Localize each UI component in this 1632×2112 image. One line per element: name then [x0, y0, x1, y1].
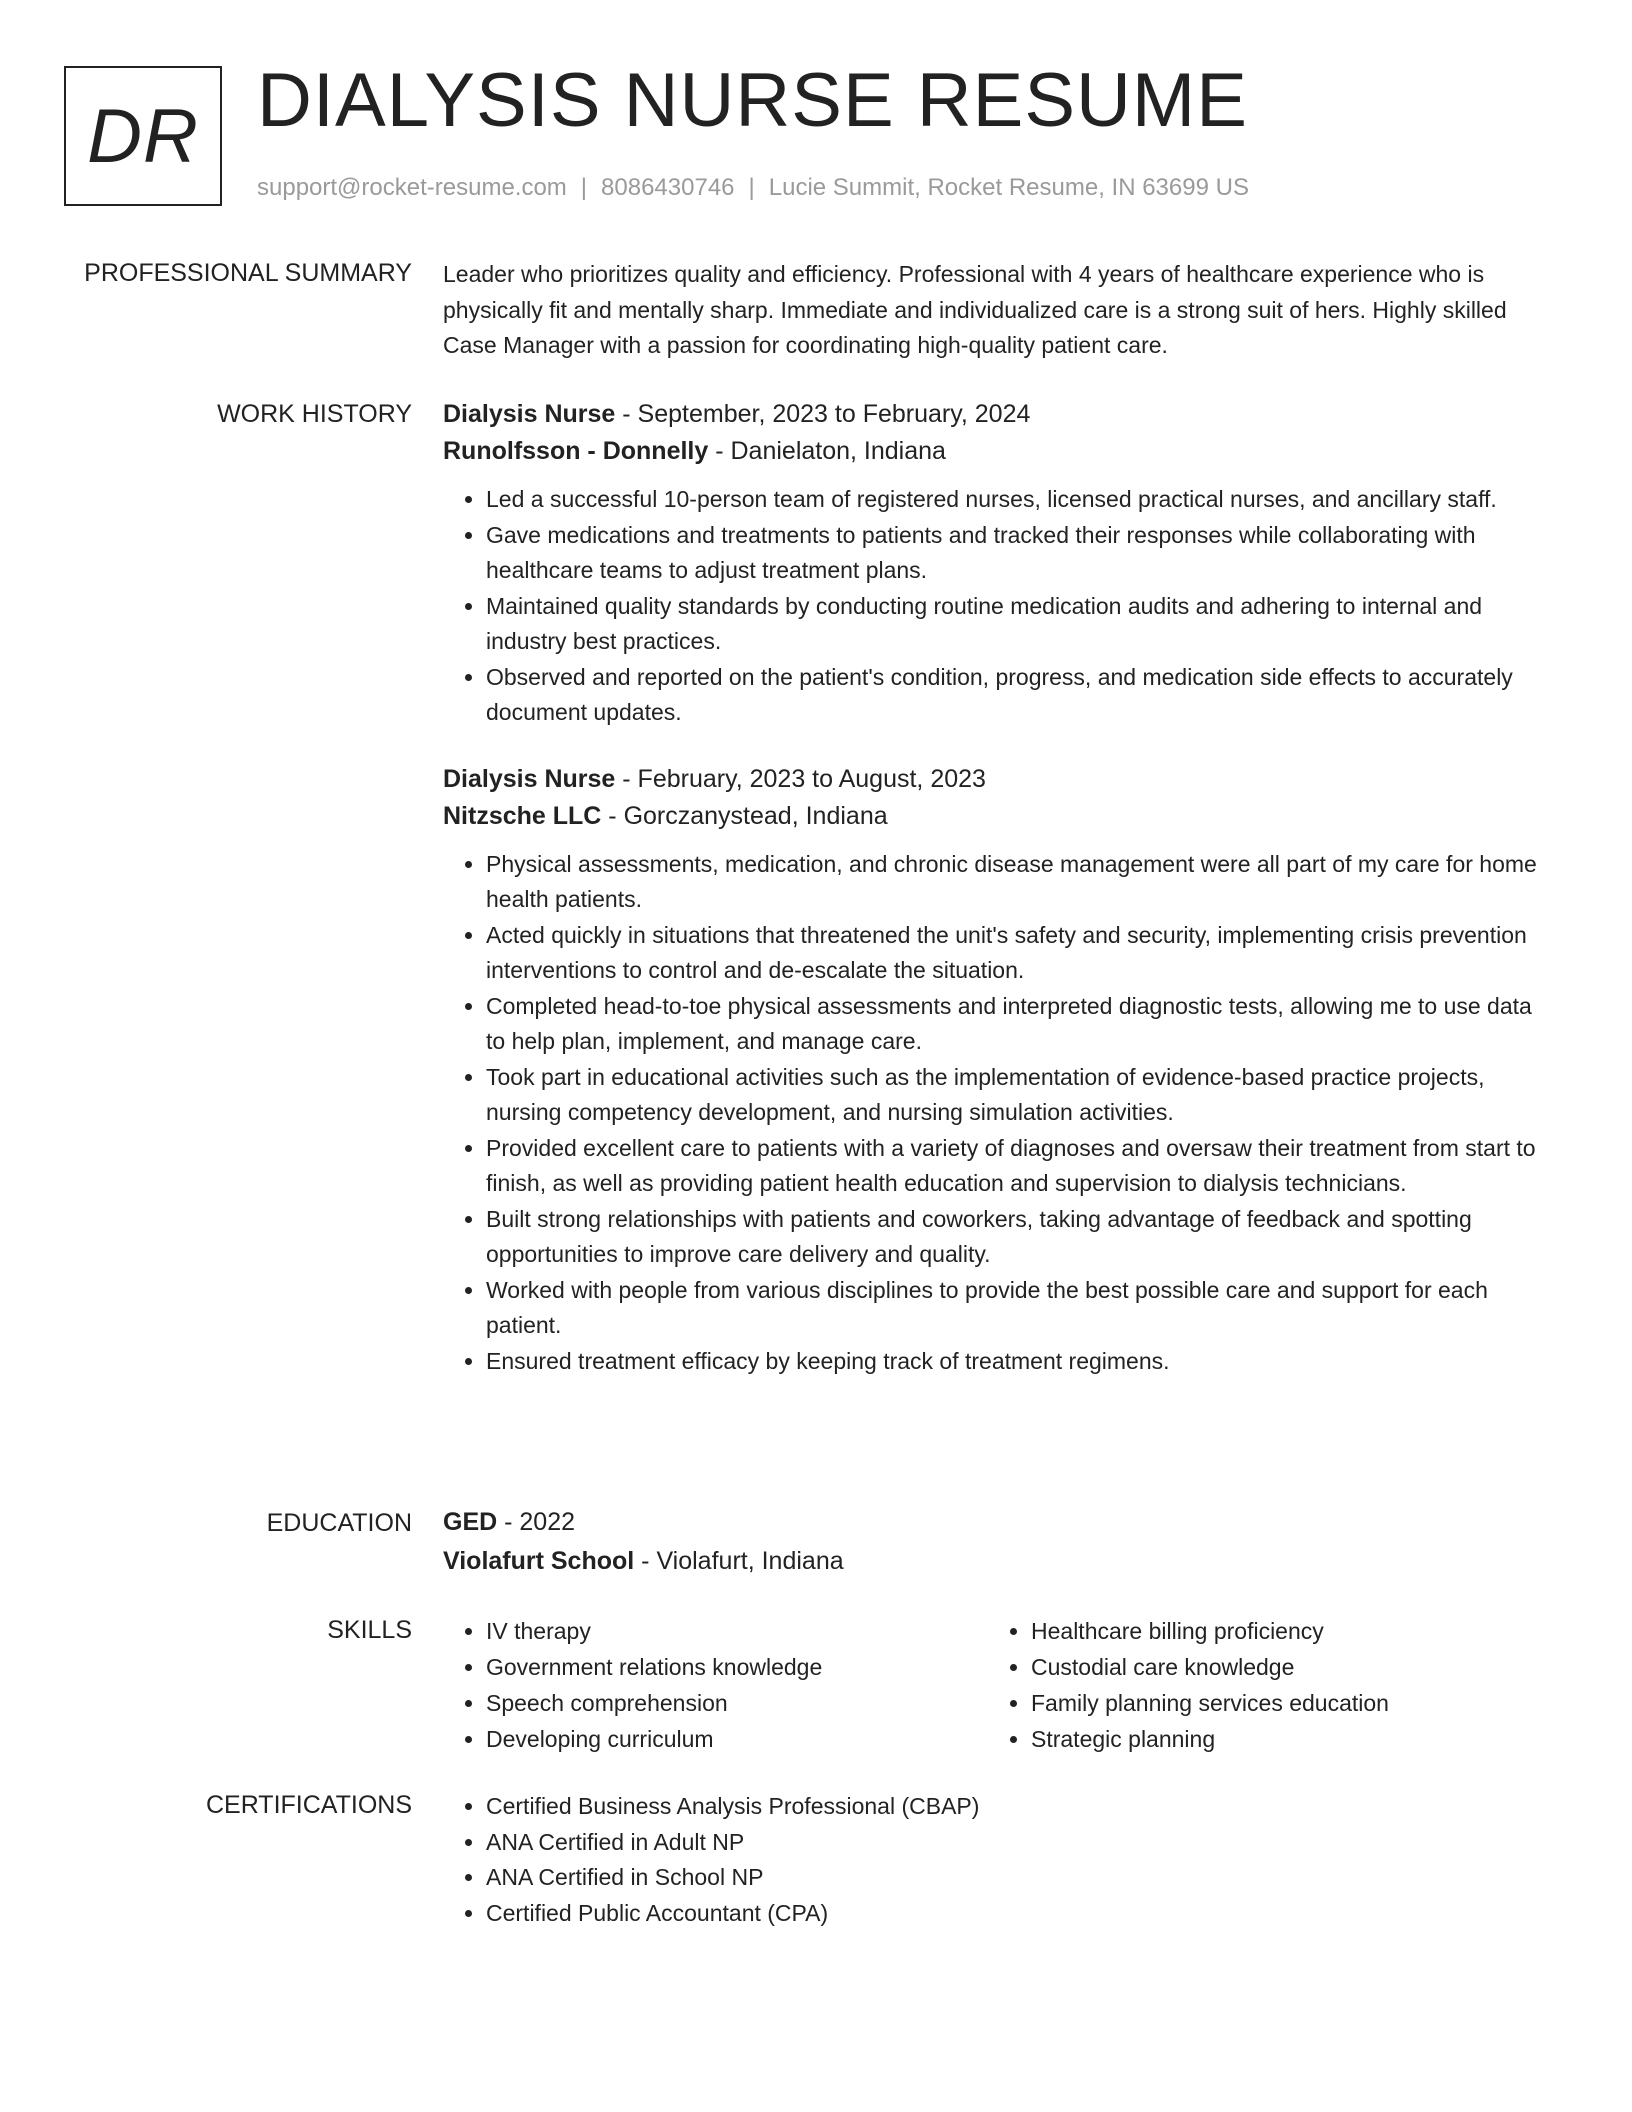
- list-item: • Government relations knowledge: [486, 1649, 986, 1685]
- education-degree-line: [443, 1504, 1548, 1541]
- job-employer: Runolfsson - Donnelly: [443, 437, 709, 465]
- list-item: • Certified Business Analysis Professional (CBAP): [486, 1789, 1548, 1825]
- list-item: • Led a successful 10-person team of registered nurses, licensed practical nurses, and ancillary staff.: [486, 482, 1548, 518]
- monogram-logo: DR: [64, 66, 222, 206]
- job-dates: - September, 2023 to February, 2024: [615, 400, 1031, 428]
- job-employer: Nitzsche LLC: [443, 801, 602, 830]
- section-label-skills: SKILLS: [327, 1616, 412, 1644]
- list-item: • Observed and reported on the patient's condition, progress, and medication side effects to accurately document updates.: [486, 660, 1548, 731]
- contact-address: Lucie Summit, Rocket Resume, IN 63699 US: [768, 174, 1249, 201]
- list-item: • Certified Public Accountant (CPA): [486, 1896, 1548, 1932]
- summary-text: Leader who prioritizes quality and efficiency. Professional with 4 years of healthcare experience who is physically fit and mentally sharp. Immediate and individualized care is a strong suit of hers. Highly skilled Case Manager with a passion for coordinating high-quality patient care.: [443, 261, 1507, 358]
- list-item: • Maintained quality standards by conducting routine medication audits and adhering to internal and industry best practices.: [486, 589, 1548, 660]
- job-title-line: [443, 761, 1548, 798]
- list-item: • ANA Certified in School NP: [486, 1860, 1548, 1896]
- section-label-summary: PROFESSIONAL SUMMARY: [84, 259, 412, 287]
- education-degree: GED: [443, 1508, 498, 1536]
- list-item: • Physical assessments, medication, and chronic disease management were all part of my care for home health patients.: [486, 847, 1548, 918]
- job-bullets: [443, 847, 1548, 1380]
- skills-body: [443, 1613, 1548, 1757]
- contact-email[interactable]: support@rocket-resume.com: [257, 174, 567, 201]
- job-location: - Danielaton, Indiana: [708, 437, 946, 465]
- section-label-education: EDUCATION: [266, 1509, 412, 1537]
- contact-separator: |: [580, 174, 588, 201]
- work-history-body: [443, 396, 1548, 1379]
- education-school-line: [443, 1543, 1548, 1580]
- list-item: • Strategic planning: [1031, 1721, 1531, 1757]
- list-item: • Built strong relationships with patients and coworkers, taking advantage of feedback and spotting opportunities to improve care delivery and quality.: [486, 1202, 1548, 1273]
- section-label-work-history: WORK HISTORY: [217, 400, 412, 428]
- job-bullets: [443, 482, 1548, 731]
- job-title: Dialysis Nurse: [443, 400, 616, 428]
- education-year: - 2022: [497, 1508, 576, 1536]
- job-title: Dialysis Nurse: [443, 764, 616, 793]
- job-title-line: [443, 396, 1548, 433]
- list-item: • ANA Certified in Adult NP: [486, 1825, 1548, 1861]
- list-item: • Developing curriculum: [486, 1721, 986, 1757]
- contact-separator: |: [748, 174, 755, 201]
- list-item: • Worked with people from various disciplines to provide the best possible care and support for each patient.: [486, 1273, 1548, 1344]
- list-item: • Custodial care knowledge: [1031, 1649, 1531, 1685]
- section-label-certifications: CERTIFICATIONS: [205, 1791, 412, 1819]
- certifications-list: [443, 1789, 1548, 1931]
- list-item: • Took part in educational activities such as the implementation of evidence-based practice projects, nursing competency development, and nursing simulation activities.: [486, 1060, 1548, 1131]
- contact-phone[interactable]: 8086430746: [601, 174, 735, 201]
- education-school: Violafurt School: [443, 1547, 635, 1575]
- education-body: [443, 1504, 1548, 1580]
- job-employer-line: [443, 433, 1548, 470]
- job-entry: [443, 761, 1548, 1380]
- list-item: • Ensured treatment efficacy by keeping track of treatment regimens.: [486, 1344, 1548, 1380]
- job-entry: [443, 396, 1548, 731]
- list-item: • Gave medications and treatments to patients and tracked their responses while collaborating with healthcare teams to adjust treatment plans.: [486, 518, 1548, 589]
- list-item: • IV therapy: [486, 1613, 986, 1649]
- page-title: DIALYSIS NURSE RESUME: [257, 58, 1248, 143]
- job-dates: - February, 2023 to August, 2023: [615, 764, 986, 793]
- job-location: - Gorczanystead, Indiana: [601, 801, 888, 830]
- contact-line: [257, 172, 1249, 204]
- list-item: • Healthcare billing proficiency: [1031, 1613, 1531, 1649]
- skills-grid: [443, 1613, 1548, 1757]
- education-location: - Violafurt, Indiana: [634, 1547, 844, 1575]
- list-item: • Provided excellent care to patients with a variety of diagnoses and oversaw their treatment from start to finish, as well as providing patient health education and supervision to dialysis technicians.: [486, 1131, 1548, 1202]
- skills-column-left: [443, 1613, 986, 1757]
- list-item: • Speech comprehension: [486, 1685, 986, 1721]
- list-item: • Family planning services education: [1031, 1685, 1531, 1721]
- skills-column-right: [988, 1613, 1531, 1757]
- list-item: • Acted quickly in situations that threatened the unit's safety and security, implementing crisis prevention interventions to control and de-escalate the situation.: [486, 918, 1548, 989]
- job-employer-line: [443, 798, 1548, 835]
- list-item: • Completed head-to-toe physical assessments and interpreted diagnostic tests, allowing me to use data to help plan, implement, and manage care.: [486, 989, 1548, 1060]
- certifications-body: [443, 1789, 1548, 1931]
- summary-body: [443, 257, 1548, 364]
